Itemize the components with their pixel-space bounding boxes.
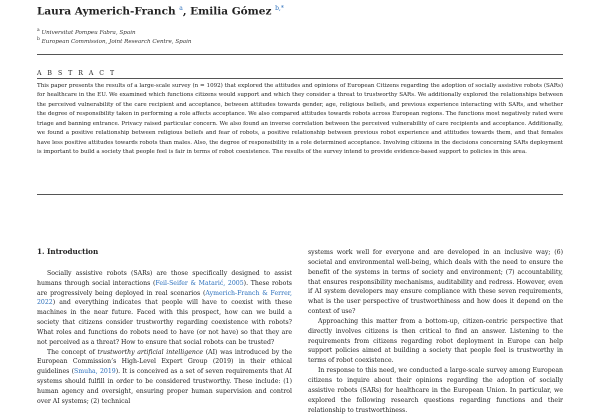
header-divider xyxy=(37,54,563,55)
abstract-heading: A B S T R A C T xyxy=(37,70,117,77)
intro-p1-text-a: Socially assistive robots (SARs) are those specifically designed to assist humans through social interactions ( xyxy=(37,269,292,287)
affiliation-b-mark: b xyxy=(37,37,40,42)
author-2-affiliation-mark[interactable]: b,* xyxy=(275,5,284,12)
affiliation-b-text: European Commission, Joint Research Centre, Spain xyxy=(41,38,192,45)
abstract-text: This paper presents the results of a large-scale survey (n = 1092) that explored the attitudes and opinions of European Citizens regarding the adoption of socially assistive robots (SARs) for healthcare in the EU. We examined which functions citizens would support and which they consider a threat to trustworthy SARs. We additionally explored the relationships between the perceived vulnerability of the care recipient and acceptance, between attitudes towards gender, age, religious beliefs, and previous experience interacting with SARs, and whether the degree of responsibility taken in performing a role affects acceptance. We also compared attitudes towards robots across European regions. The functions most negatively rated were triage and banning entrance. Privacy raised particular concern. We also found an inverse correlation between the perceived vulnerability of care recipients and acceptance. Additionally, we found a positive relationship between religious beliefs and fear of robots, a positive relationship between previous robot experience and attitudes towards them, and that females have less positive attitudes towards robots than males. Also, the degree of responsibility in a role determined acceptance. Involving citizens in the decisions concerning SARs deployment is important to build a society that people feel is fair in terms of robot coexistence. The results of the survey intend to provide evidence-based support to policies in this area. xyxy=(37,83,563,156)
citation-aymerich-franch[interactable]: Aymerich-Franch & Ferrer, 2022 xyxy=(37,289,292,307)
affiliation-b xyxy=(37,37,191,45)
author-name-1[interactable]: Laura Aymerich-Franch xyxy=(37,5,176,18)
left-column xyxy=(37,247,292,407)
intro-p2-text-b: (AI) was introduced by the European Commission’s High-Level Expert Group (2019) in their ethical guidelines ( xyxy=(37,348,292,376)
right-paragraph-2: Approaching this matter from a bottom-up, citizen-centric perspective that directly involves citizens is then critical to find an answer. Listening to the requirements from citizens regarding robot deployment in Europe can help support policies aimed at building a society that people feel is trustworthy in terms of robot coexistence. xyxy=(308,317,563,365)
affiliation-a-mark: a xyxy=(37,28,40,33)
intro-paragraph-1 xyxy=(37,269,292,348)
intro-p1-text-b: ). These robots are progressively being deployed in real scenarios ( xyxy=(37,279,292,297)
intro-paragraph-2 xyxy=(37,348,292,407)
intro-p2-emphasis: trustworthy artificial intelligence xyxy=(97,348,204,356)
intro-p2-text-a: The concept of xyxy=(47,348,98,356)
citation-smuha[interactable]: Smuha, 2019 xyxy=(73,368,116,376)
citation-feil-seifer[interactable]: Feil-Seifer & Matarić, 2005 xyxy=(155,279,244,287)
abstract-bottom-divider xyxy=(37,194,563,195)
affiliation-a-text: Universitat Pompeu Fabra, Spain xyxy=(41,29,136,36)
intro-p1-text-c: ) and everything indicates that people will have to coexist with these machines in the near future. Faced with this prospect, how can we build a society that citizens consider trustworthy regarding coexistence with robots? What roles and functions do robots need to have (or not have) so that they are not perceived as a threat? How to ensure that social robots can be trusted? xyxy=(37,299,292,346)
section-title-introduction: 1. Introduction xyxy=(37,247,99,256)
author-name-2[interactable]: Emilia Gómez xyxy=(190,5,272,18)
author-separator: , xyxy=(182,5,191,18)
affiliation-a xyxy=(37,28,136,36)
author-line xyxy=(37,5,284,18)
right-paragraph-1: systems work well for everyone and are developed in an inclusive way; (6) societal and environmental well-being, which deals with the need to ensure the benefit of the systems in terms of society and environment; (7) accountability, that ensures responsibility mechanisms, auditability and redress. However, even if AI system developers may ensure compliance with these seven requirements, what is the user perspective of trustworthiness and how does it depend on the context of use? xyxy=(308,249,563,316)
author-1-affiliation-mark[interactable]: a xyxy=(179,5,183,12)
right-paragraph-3: In response to this need, we conducted a large-scale survey among European citizens to inquire about their opinions regarding the adoption of socially assistive robots (SARs) for healthcare in the European Union. In particular, we explored the following research questions regarding functions and their relationship to trustworthiness. xyxy=(308,367,563,414)
abstract-top-divider xyxy=(37,78,563,79)
right-column xyxy=(308,248,563,415)
intro-p2-text-c: ). It is conceived as a set of seven requirements that AI systems should fulfill in order to be considered trustworthy. These include: (1) human agency and oversight, ensuring proper human supervision and control over AI systems; (2) technical xyxy=(37,368,292,405)
